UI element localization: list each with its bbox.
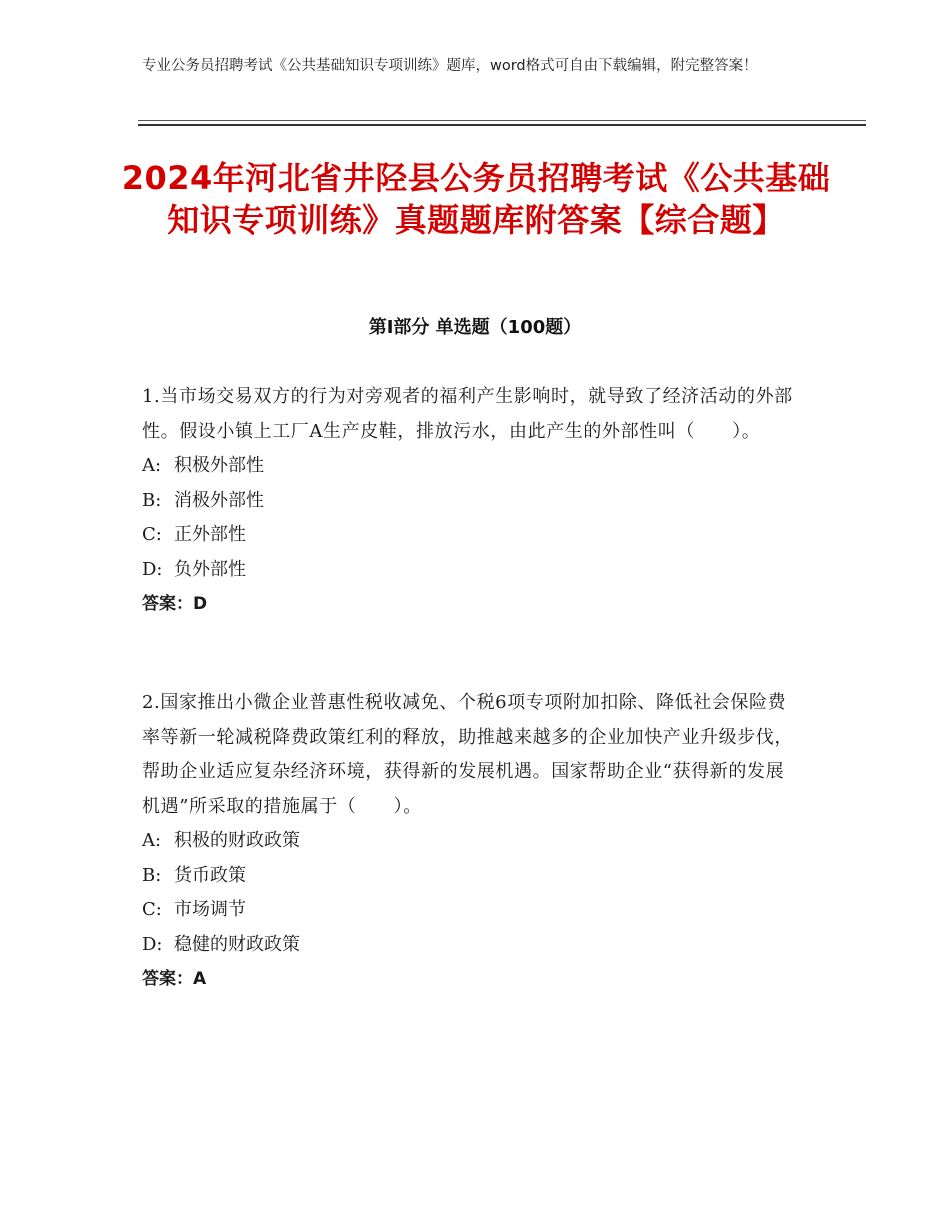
option-text: 正外部性 [174, 524, 246, 545]
question-1 [142, 380, 802, 622]
option-letter: B: [142, 489, 162, 511]
option-letter: D: [142, 933, 163, 955]
option-text: 消极外部性 [174, 489, 264, 511]
answer-line: 答案：A [142, 969, 207, 989]
option-a [142, 449, 802, 484]
option-a [142, 824, 802, 859]
option-text: 市场调节 [174, 899, 246, 920]
option-letter: A: [142, 830, 162, 851]
option-b [142, 859, 802, 894]
option-letter: B: [142, 864, 162, 886]
option-letter: A: [142, 455, 162, 476]
header-divider-thick [138, 124, 866, 126]
option-letter: D: [142, 558, 163, 580]
option-text: 负外部性 [174, 558, 246, 580]
option-text: 积极的财政政策 [174, 830, 300, 851]
header-divider-thin [138, 120, 866, 121]
option-letter: C: [142, 524, 162, 545]
option-text: 稳健的财政政策 [174, 933, 300, 955]
option-letter: C: [142, 899, 162, 920]
document-title: 2024年河北省井陉县公务员招聘考试《公共基础知识专项训练》真题题库附答案【综合题】 [121, 159, 831, 239]
option-c [142, 518, 802, 553]
option-d [142, 928, 802, 963]
option-b [142, 484, 802, 519]
option-c [142, 893, 802, 928]
option-d [142, 553, 802, 588]
option-text: 货币政策 [174, 864, 246, 886]
section-title: 第Ⅰ部分 单选题（100题） [368, 317, 582, 338]
question-2 [142, 686, 802, 997]
question-stem: 1.当市场交易双方的行为对旁观者的福利产生影响时，就导致了经济活动的外部性。假设小镇上工厂A生产皮鞋，排放污水，由此产生的外部性叫（ ）。 [142, 386, 793, 442]
header-note: 专业公务员招聘考试《公共基础知识专项训练》题库，word格式可自由下载编辑，附完整答案！ [142, 58, 758, 74]
answer-line: 答案：D [142, 594, 208, 614]
option-text: 积极外部性 [174, 455, 264, 476]
question-stem: 2.国家推出小微企业普惠性税收减免、个税6项专项附加扣除、降低社会保险费率等新一轮减税降费政策红利的释放，助推越来越多的企业加快产业升级步伐，帮助企业适应复杂经济环境，获得新的发展机遇。国家帮助企业“获得新的发展机遇”所采取的措施属于（ ）。 [142, 692, 793, 817]
